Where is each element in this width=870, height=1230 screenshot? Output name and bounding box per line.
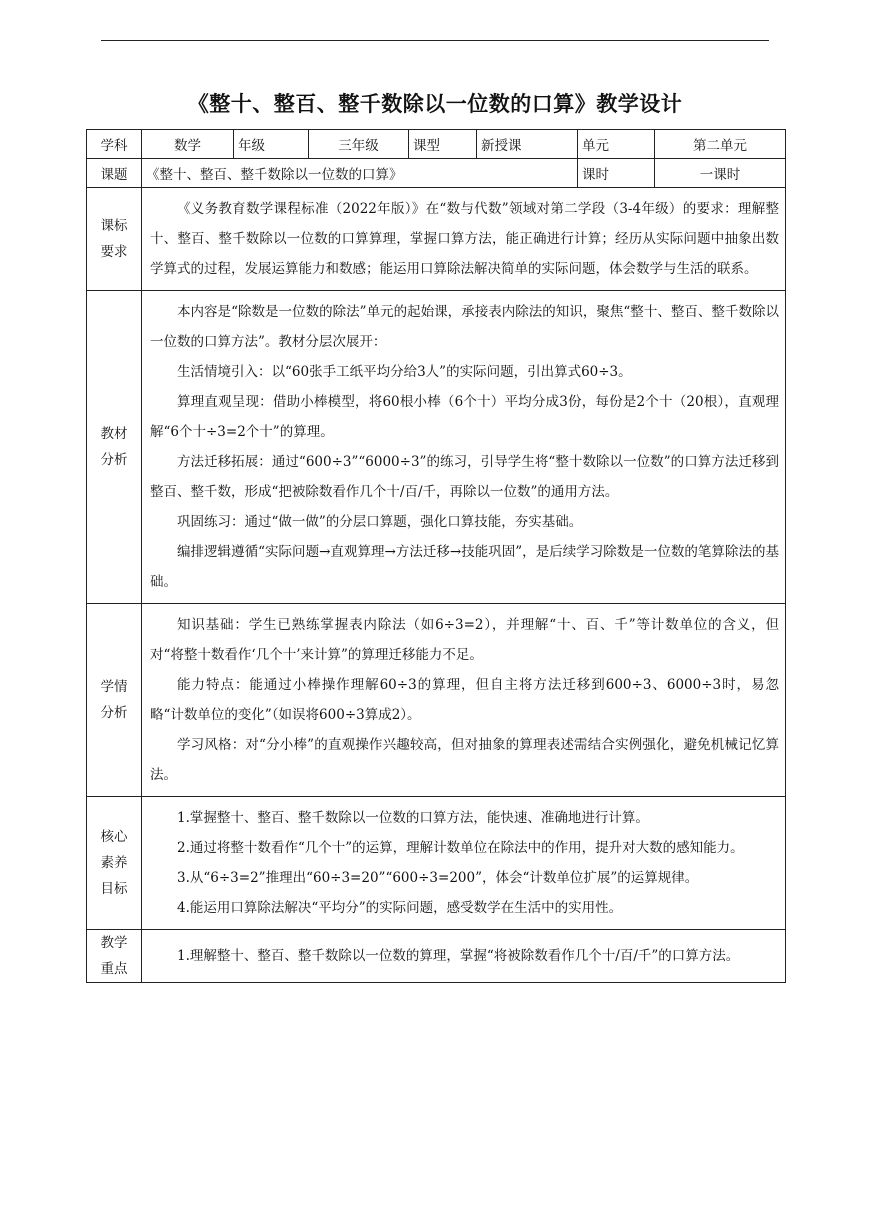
students-paragraph: 知识基础：学生已熟练掌握表内除法（如6÷3=2），并理解“十、百、千”等计数单位的含义，但对“将整十数看作‘几个十’来计算”的算理迁移能力不足。 — [150, 617, 779, 663]
students-content — [142, 604, 786, 797]
goals-label-line-3: 目标 — [100, 881, 128, 897]
unit-label: 单元 — [578, 130, 655, 159]
students-label — [87, 604, 142, 797]
subject-label: 学科 — [87, 130, 142, 159]
textbook-paragraph: 生活情境引入：以“60张手工纸平均分给3人”的实际问题，引出算式60÷3。 — [177, 364, 632, 380]
textbook-label — [87, 291, 142, 604]
goals-label-line-1: 核心 — [100, 829, 128, 845]
goals-item: 4.能运用口算除法解决“平均分”的实际问题，感受数学在生活中的实用性。 — [177, 900, 623, 916]
unit-value: 第二单元 — [655, 130, 786, 159]
textbook-content — [142, 291, 786, 604]
goals-label — [87, 797, 142, 930]
textbook-paragraph: 算理直观呈现：借助小棒模型，将60根小棒（6个十）平均分成3份，每份是2个十（20根），直观理解“6个十÷3=2个十”的算理。 — [150, 394, 779, 440]
textbook-label-line-2: 分析 — [100, 452, 128, 468]
subject-value: 数学 — [142, 130, 234, 159]
standard-label — [87, 188, 142, 291]
textbook-paragraph: 本内容是“除数是一位数的除法”单元的起始课，承接表内除法的知识，聚焦“整十、整百、整千数除以一位数的口算方法”。教材分层次展开： — [150, 304, 779, 350]
students-label-line-2: 分析 — [100, 705, 128, 721]
topic-row — [87, 159, 786, 188]
standard-label-line-1: 课标 — [100, 218, 128, 234]
document-title: 《整十、整百、整千数除以一位数的口算》教学设计 — [187, 92, 683, 116]
focus-content — [142, 930, 786, 983]
textbook-paragraph: 巩固练习：通过“做一做”的分层口算题，强化口算技能，夯实基础。 — [177, 514, 583, 530]
grade-value: 三年级 — [309, 130, 409, 159]
textbook-paragraph: 编排逻辑遵循“实际问题→直观算理→方法迁移→技能巩固”，是后续学习除数是一位数的笔算除法的基础。 — [150, 544, 779, 590]
header-rule — [101, 40, 769, 41]
hours-value: 一课时 — [655, 159, 786, 188]
topic-value: 《整十、整百、整千数除以一位数的口算》 — [142, 159, 578, 188]
goals-item: 1.掌握整十、整百、整千数除以一位数的口算方法，能快速、准确地进行计算。 — [177, 810, 649, 826]
students-paragraph: 能力特点：能通过小棒操作理解60÷3的算理，但自主将方法迁移到600÷3、6000÷3时，易忽略“计数单位的变化”（如误将600÷3算成2）。 — [150, 677, 779, 723]
textbook-row — [87, 291, 786, 604]
hours-label: 课时 — [578, 159, 655, 188]
students-label-line-1: 学情 — [100, 679, 128, 695]
standard-content — [142, 188, 786, 291]
lesson-type-value: 新授课 — [477, 130, 578, 159]
textbook-paragraph: 方法迁移拓展：通过“600÷3”“6000÷3”的练习，引导学生将“整十数除以一位数”的口算方法迁移到整百、整千数，形成“把被除数看作几个十/百/千，再除以一位数”的通用方法。 — [150, 454, 779, 500]
goals-content — [142, 797, 786, 930]
goals-label-line-2: 素养 — [100, 855, 128, 871]
topic-label: 课题 — [87, 159, 142, 188]
standard-row — [87, 188, 786, 291]
focus-label — [87, 930, 142, 983]
goals-row — [87, 797, 786, 930]
focus-label-line-1: 教学 — [100, 935, 128, 951]
standard-paragraph: 《义务教育数学课程标准（2022年版）》在“数与代数”领域对第二学段（3-4年级）的要求：理解整十、整百、整千数除以一位数的口算算理，掌握口算方法，能正确进行计算；经历从实际问题中抽象出数学算式的过程，发展运算能力和数感；能运用口算除法解决简单的实际问题，体会数学与生活的联系。 — [150, 201, 779, 277]
lesson-type-label: 课型 — [409, 130, 477, 159]
students-row — [87, 604, 786, 797]
focus-item: 1.理解整十、整百、整千数除以一位数的算理，掌握“将被除数看作几个十/百/千”的口算方法。 — [177, 948, 740, 964]
standard-label-line-2: 要求 — [100, 244, 128, 260]
focus-label-line-2: 重点 — [100, 961, 128, 977]
lesson-plan-table — [86, 129, 786, 983]
focus-row — [87, 930, 786, 983]
info-row — [87, 130, 786, 159]
goals-item: 3.从“6÷3=2”推理出“60÷3=20”“600÷3=200”，体会“计数单位扩展”的运算规律。 — [177, 870, 699, 886]
goals-item: 2.通过将整十数看作“几个十”的运算，理解计数单位在除法中的作用，提升对大数的感知能力。 — [177, 840, 744, 856]
students-paragraph: 学习风格：对“分小棒”的直观操作兴趣较高，但对抽象的算理表述需结合实例强化，避免机械记忆算法。 — [150, 737, 779, 783]
grade-label: 年级 — [234, 130, 309, 159]
textbook-label-line-1: 教材 — [100, 426, 128, 442]
